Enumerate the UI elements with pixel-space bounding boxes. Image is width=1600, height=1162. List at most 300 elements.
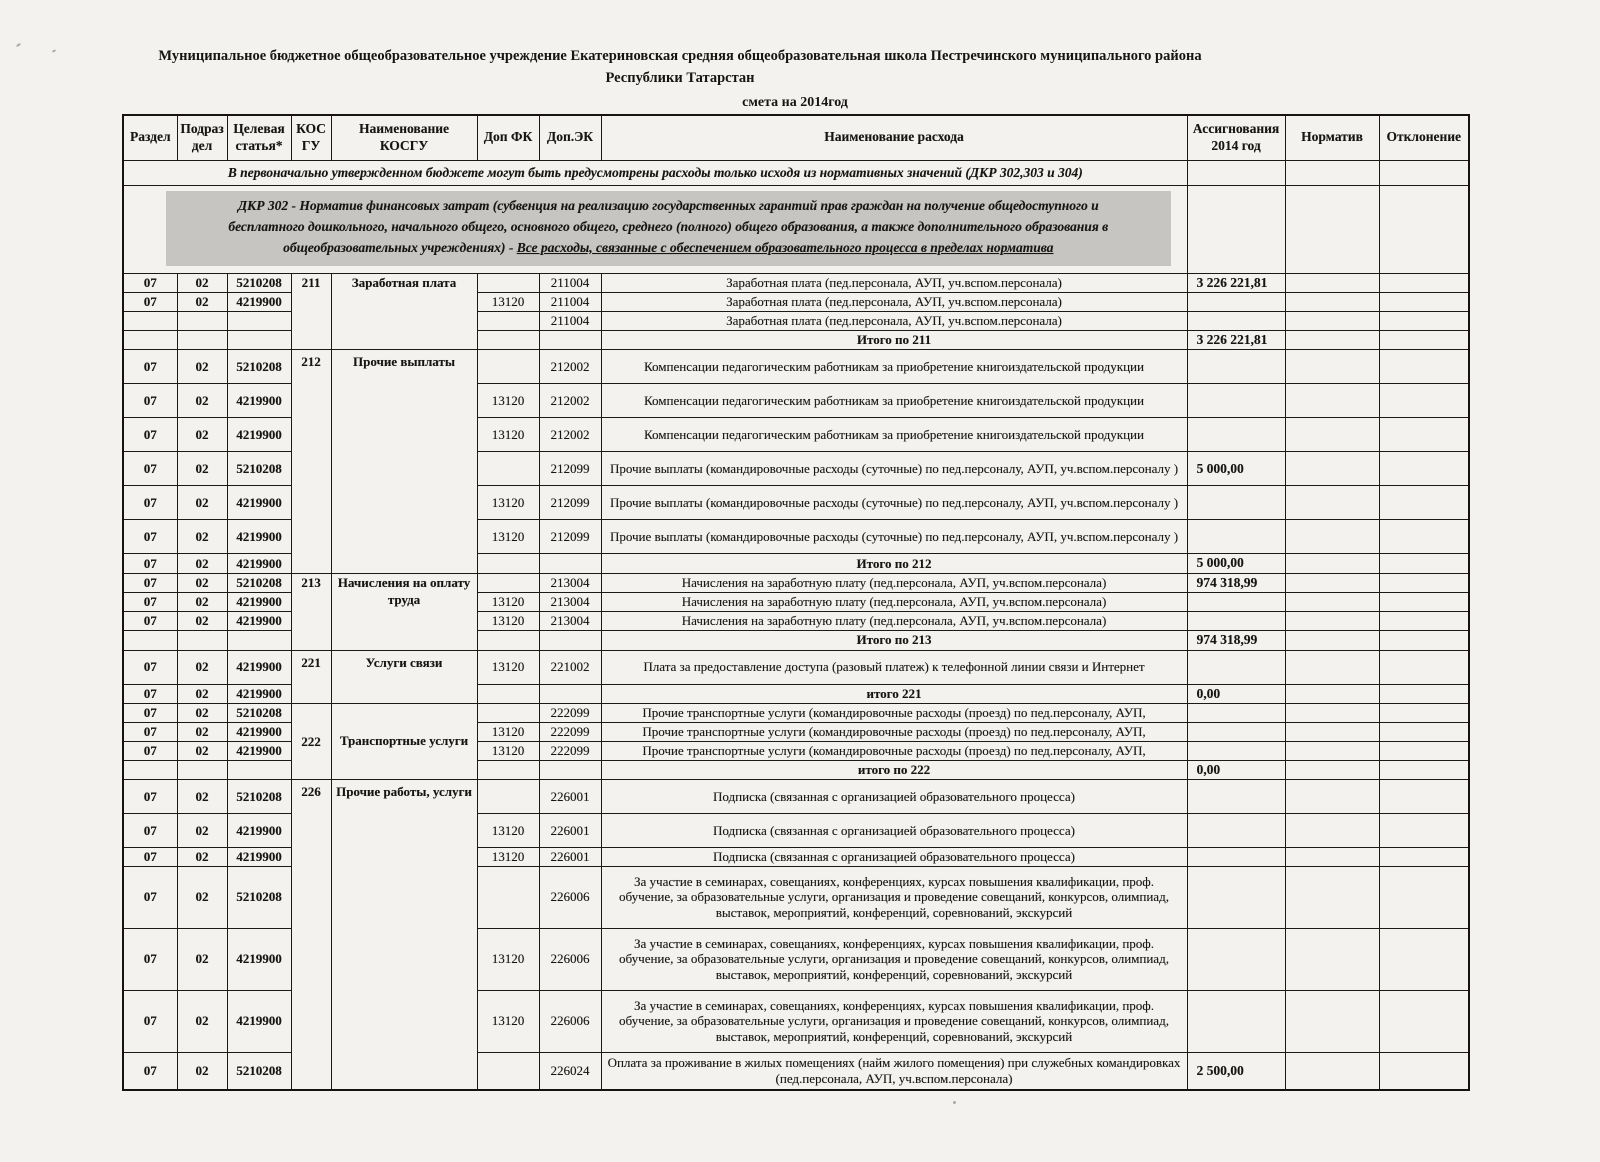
cell-normativ bbox=[1285, 814, 1379, 848]
cell-kosgu-code: 222 bbox=[291, 704, 331, 780]
cell-otklonenie bbox=[1379, 741, 1469, 760]
cell-dop-fk: 13120 bbox=[477, 520, 539, 554]
cell-dop-fk: 13120 bbox=[477, 418, 539, 452]
cell-otklonenie bbox=[1379, 554, 1469, 573]
cell-kosgu-name: Услуги связи bbox=[331, 650, 477, 703]
cell-dop-ek: 222099 bbox=[539, 704, 601, 723]
cell-razdel bbox=[123, 330, 177, 349]
cell-podrazdel: 02 bbox=[177, 452, 227, 486]
cell-otklonenie bbox=[1379, 760, 1469, 779]
cell-dop-ek: 211004 bbox=[539, 293, 601, 312]
cell-podrazdel: 02 bbox=[177, 866, 227, 928]
cell-razdel: 07 bbox=[123, 612, 177, 631]
cell-target-article: 4219900 bbox=[227, 684, 291, 703]
title-line-1: Муниципальное бюджетное общеобразовательное учреждение Екатериновская средняя общеобразовательная школа Пестречинского муниципального района bbox=[158, 48, 1202, 64]
cell-expense-name: Компенсации педагогическим работникам за приобретение книгоиздательской продукции bbox=[601, 384, 1187, 418]
cell-assignment bbox=[1187, 704, 1285, 723]
dkr-separator: - bbox=[505, 239, 517, 255]
cell-target-article: 4219900 bbox=[227, 990, 291, 1052]
cell-assignment: 2 500,00 bbox=[1187, 1052, 1285, 1089]
cell-expense-name: Подписка (связанная с организацией образовательного процесса) bbox=[601, 814, 1187, 848]
cell-podrazdel: 02 bbox=[177, 814, 227, 848]
cell-otklonenie bbox=[1379, 722, 1469, 741]
cell-assignment bbox=[1187, 593, 1285, 612]
cell-target-article: 4219900 bbox=[227, 650, 291, 684]
cell-assignment bbox=[1187, 780, 1285, 814]
cell-dop-ek: 212099 bbox=[539, 520, 601, 554]
cell-podrazdel bbox=[177, 330, 227, 349]
cell-kosgu-name: Транспортные услуги bbox=[331, 704, 477, 780]
cell-podrazdel: 02 bbox=[177, 520, 227, 554]
cell-dop-ek: 222099 bbox=[539, 741, 601, 760]
cell-kosgu-code: 211 bbox=[291, 273, 331, 350]
cell-dop-ek: 226006 bbox=[539, 990, 601, 1052]
cell-target-article: 4219900 bbox=[227, 293, 291, 312]
col-razdel: Раздел bbox=[123, 115, 177, 161]
cell-podrazdel: 02 bbox=[177, 384, 227, 418]
cell-expense-name: Начисления на заработную плату (пед.персонала, АУП, уч.вспом.персонала) bbox=[601, 573, 1187, 592]
cell-dop-fk bbox=[477, 760, 539, 779]
cell-podrazdel: 02 bbox=[177, 350, 227, 384]
cell-razdel: 07 bbox=[123, 350, 177, 384]
cell-dop-ek: 212099 bbox=[539, 452, 601, 486]
cell-otklonenie bbox=[1379, 704, 1469, 723]
cell-otklonenie bbox=[1379, 650, 1469, 684]
cell-dop-ek: 226001 bbox=[539, 780, 601, 814]
data-row bbox=[123, 573, 1469, 592]
cell-expense-name: Подписка (связанная с организацией образовательного процесса) bbox=[601, 780, 1187, 814]
col-expense-name: Наименование расхода bbox=[601, 115, 1187, 161]
cell-assignment bbox=[1187, 722, 1285, 741]
cell-expense-name: Начисления на заработную плату (пед.персонала, АУП, уч.вспом.персонала) bbox=[601, 612, 1187, 631]
cell-normativ bbox=[1285, 452, 1379, 486]
cell-dop-ek bbox=[539, 760, 601, 779]
dkr-text-underlined: Все расходы, связанные с обеспечением образовательного процесса в пределах норматива bbox=[516, 239, 1054, 255]
cell-razdel: 07 bbox=[123, 293, 177, 312]
cell-normativ bbox=[1285, 418, 1379, 452]
cell-podrazdel: 02 bbox=[177, 928, 227, 990]
cell-dop-fk: 13120 bbox=[477, 928, 539, 990]
cell-podrazdel: 02 bbox=[177, 612, 227, 631]
cell-expense-name: Подписка (связанная с организацией образовательного процесса) bbox=[601, 848, 1187, 867]
cell-razdel: 07 bbox=[123, 780, 177, 814]
note-row bbox=[123, 161, 1469, 186]
col-kosgu-name: Наименование КОСГУ bbox=[331, 115, 477, 161]
cell-podrazdel: 02 bbox=[177, 418, 227, 452]
cell-podrazdel: 02 bbox=[177, 704, 227, 723]
cell-normativ bbox=[1285, 486, 1379, 520]
cell-assignment: 3 226 221,81 bbox=[1187, 330, 1285, 349]
cell-expense-name: Прочие транспортные услуги (командировочные расходы (проезд) по пед.персоналу, АУП, bbox=[601, 741, 1187, 760]
cell-expense-name: За участие в семинарах, совещаниях, конференциях, курсах повышения квалификации, проф. обучение, за образовательные услуги, организация и проведение совещаний, конкурсов, олимпиад, выставок, мероприятий, конференций, соревнований, экскурсий bbox=[601, 866, 1187, 928]
col-kosgu: КОСГУ bbox=[291, 115, 331, 161]
cell-dop-fk: 13120 bbox=[477, 722, 539, 741]
cell-razdel: 07 bbox=[123, 866, 177, 928]
cell-normativ bbox=[1285, 384, 1379, 418]
cell-dop-ek: 226024 bbox=[539, 1052, 601, 1089]
cell-razdel: 07 bbox=[123, 273, 177, 292]
cell-dop-fk bbox=[477, 684, 539, 703]
cell-podrazdel: 02 bbox=[177, 554, 227, 573]
data-row bbox=[123, 350, 1469, 384]
cell-razdel: 07 bbox=[123, 684, 177, 703]
cell-normativ bbox=[1285, 186, 1379, 274]
cell-target-article: 4219900 bbox=[227, 848, 291, 867]
cell-target-article: 5210208 bbox=[227, 452, 291, 486]
cell-otklonenie bbox=[1379, 520, 1469, 554]
cell-dop-fk bbox=[477, 573, 539, 592]
cell-total-label: Итого по 212 bbox=[601, 554, 1187, 573]
cell-target-article: 5210208 bbox=[227, 273, 291, 292]
cell-target-article: 4219900 bbox=[227, 520, 291, 554]
cell-otklonenie bbox=[1379, 814, 1469, 848]
cell-razdel: 07 bbox=[123, 418, 177, 452]
dkr-text-main: ДКР 302 - Норматив финансовых затрат (субвенция на реализацию государственных гарантий прав граждан на получение общедоступного и бесплатного дошкольного, начального общего, основного общего, среднего (полного) общего образования, а также дополнительного образования в общеобразовательных учреждениях) bbox=[228, 198, 1109, 255]
cell-dop-ek: 213004 bbox=[539, 593, 601, 612]
cell-podrazdel: 02 bbox=[177, 573, 227, 592]
cell-otklonenie bbox=[1379, 593, 1469, 612]
cell-kosgu-name: Прочие работы, услуги bbox=[331, 780, 477, 1090]
cell-assignment bbox=[1187, 384, 1285, 418]
cell-podrazdel bbox=[177, 312, 227, 331]
cell-dop-fk bbox=[477, 780, 539, 814]
cell-dop-ek: 213004 bbox=[539, 573, 601, 592]
cell-kosgu-code: 226 bbox=[291, 780, 331, 1090]
cell-otklonenie bbox=[1379, 780, 1469, 814]
cell-dop-ek: 226006 bbox=[539, 928, 601, 990]
cell-razdel: 07 bbox=[123, 814, 177, 848]
cell-razdel: 07 bbox=[123, 520, 177, 554]
cell-target-article: 4219900 bbox=[227, 554, 291, 573]
cell-normativ bbox=[1285, 593, 1379, 612]
cell-razdel: 07 bbox=[123, 722, 177, 741]
cell-assignment bbox=[1187, 848, 1285, 867]
cell-podrazdel: 02 bbox=[177, 780, 227, 814]
cell-target-article: 4219900 bbox=[227, 928, 291, 990]
header-row bbox=[123, 115, 1469, 161]
data-row bbox=[123, 704, 1469, 723]
cell-kosgu-code: 213 bbox=[291, 573, 331, 650]
cell-expense-name: Оплата за проживание в жилых помещениях (найм жилого помещения) при служебных командировках (пед.персонала, АУП, уч.вспом.персонала) bbox=[601, 1052, 1187, 1089]
cell-dop-ek: 222099 bbox=[539, 722, 601, 741]
cell-target-article bbox=[227, 312, 291, 331]
cell-target-article: 5210208 bbox=[227, 573, 291, 592]
cell-expense-name: Компенсации педагогическим работникам за приобретение книгоиздательской продукции bbox=[601, 350, 1187, 384]
cell-razdel: 07 bbox=[123, 384, 177, 418]
data-row bbox=[123, 273, 1469, 292]
cell-target-article: 4219900 bbox=[227, 741, 291, 760]
cell-assignment: 3 226 221,81 bbox=[1187, 273, 1285, 292]
cell-assignment bbox=[1187, 486, 1285, 520]
cell-total-label: Итого по 211 bbox=[601, 330, 1187, 349]
data-row bbox=[123, 780, 1469, 814]
cell-target-article: 5210208 bbox=[227, 350, 291, 384]
cell-razdel: 07 bbox=[123, 704, 177, 723]
cell-dop-fk bbox=[477, 312, 539, 331]
cell-dop-ek: 226001 bbox=[539, 814, 601, 848]
col-normativ: Норматив bbox=[1285, 115, 1379, 161]
cell-razdel bbox=[123, 312, 177, 331]
cell-assignment: 974 318,99 bbox=[1187, 631, 1285, 650]
cell-podrazdel: 02 bbox=[177, 1052, 227, 1089]
cell-normativ bbox=[1285, 573, 1379, 592]
cell-dop-fk: 13120 bbox=[477, 486, 539, 520]
cell-dop-fk bbox=[477, 350, 539, 384]
cell-razdel: 07 bbox=[123, 452, 177, 486]
cell-target-article: 4219900 bbox=[227, 593, 291, 612]
cell-razdel bbox=[123, 631, 177, 650]
cell-otklonenie bbox=[1379, 293, 1469, 312]
cell-assignment bbox=[1187, 990, 1285, 1052]
cell-normativ bbox=[1285, 848, 1379, 867]
cell-otklonenie bbox=[1379, 384, 1469, 418]
cell-dop-ek: 211004 bbox=[539, 312, 601, 331]
cell-dop-ek bbox=[539, 330, 601, 349]
cell-otklonenie bbox=[1379, 573, 1469, 592]
cell-normativ bbox=[1285, 741, 1379, 760]
cell-normativ bbox=[1285, 612, 1379, 631]
cell-expense-name: За участие в семинарах, совещаниях, конференциях, курсах повышения квалификации, проф. обучение, за образовательные услуги, организация и проведение совещаний, конкурсов, олимпиад, выставок, мероприятий, конференций, соревнований, экскурсий bbox=[601, 928, 1187, 990]
cell-razdel: 07 bbox=[123, 848, 177, 867]
cell-expense-name: Заработная плата (пед.персонала, АУП, уч.вспом.персонала) bbox=[601, 273, 1187, 292]
cell-podrazdel: 02 bbox=[177, 486, 227, 520]
cell-dop-fk: 13120 bbox=[477, 650, 539, 684]
cell-target-article: 5210208 bbox=[227, 704, 291, 723]
cell-total-label: итого по 222 bbox=[601, 760, 1187, 779]
cell-otklonenie bbox=[1379, 186, 1469, 274]
col-dop-fk: Доп ФК bbox=[477, 115, 539, 161]
cell-normativ bbox=[1285, 161, 1379, 186]
cell-otklonenie bbox=[1379, 330, 1469, 349]
document-title bbox=[0, 0, 1360, 90]
cell-assignment bbox=[1187, 312, 1285, 331]
cell-dop-fk: 13120 bbox=[477, 814, 539, 848]
cell-razdel: 07 bbox=[123, 1052, 177, 1089]
cell-podrazdel: 02 bbox=[177, 684, 227, 703]
cell-normativ bbox=[1285, 722, 1379, 741]
cell-expense-name: Заработная плата (пед.персонала, АУП, уч.вспом.персонала) bbox=[601, 312, 1187, 331]
cell-dop-fk bbox=[477, 631, 539, 650]
cell-otklonenie bbox=[1379, 452, 1469, 486]
cell-razdel: 07 bbox=[123, 928, 177, 990]
cell-dop-fk: 13120 bbox=[477, 990, 539, 1052]
cell-dop-fk bbox=[477, 452, 539, 486]
cell-razdel: 07 bbox=[123, 990, 177, 1052]
cell-normativ bbox=[1285, 650, 1379, 684]
dkr-cell bbox=[123, 186, 1187, 274]
cell-kosgu-code: 212 bbox=[291, 350, 331, 573]
cell-normativ bbox=[1285, 312, 1379, 331]
cell-dop-ek bbox=[539, 684, 601, 703]
cell-normativ bbox=[1285, 520, 1379, 554]
cell-assignment bbox=[1187, 866, 1285, 928]
cell-expense-name: Прочие выплаты (командировочные расходы (суточные) по пед.персоналу, АУП, уч.вспом.персоналу ) bbox=[601, 452, 1187, 486]
cell-expense-name: Прочие транспортные услуги (командировочные расходы (проезд) по пед.персоналу, АУП, bbox=[601, 722, 1187, 741]
cell-assignment: 0,00 bbox=[1187, 760, 1285, 779]
cell-otklonenie bbox=[1379, 161, 1469, 186]
col-assignments: Ассигнования 2014 год bbox=[1187, 115, 1285, 161]
cell-dop-ek bbox=[539, 631, 601, 650]
cell-podrazdel: 02 bbox=[177, 593, 227, 612]
cell-target-article: 5210208 bbox=[227, 780, 291, 814]
cell-target-article: 4219900 bbox=[227, 814, 291, 848]
cell-normativ bbox=[1285, 631, 1379, 650]
col-otklonenie: Отклонение bbox=[1379, 115, 1469, 161]
cell-podrazdel: 02 bbox=[177, 741, 227, 760]
cell-dop-fk bbox=[477, 1052, 539, 1089]
cell-expense-name: За участие в семинарах, совещаниях, конференциях, курсах повышения квалификации, проф. обучение, за образовательные услуги, организация и проведение совещаний, конкурсов, олимпиад, выставок, мероприятий, конференций, соревнований, экскурсий bbox=[601, 990, 1187, 1052]
cell-dop-fk bbox=[477, 866, 539, 928]
data-row bbox=[123, 650, 1469, 684]
cell-assignment bbox=[1187, 612, 1285, 631]
table-header bbox=[123, 115, 1469, 161]
cell-normativ bbox=[1285, 1052, 1379, 1089]
cell-dop-ek: 226006 bbox=[539, 866, 601, 928]
cell-target-article: 4219900 bbox=[227, 486, 291, 520]
cell-podrazdel: 02 bbox=[177, 990, 227, 1052]
title-line-2: Республики Татарстан bbox=[605, 69, 755, 86]
cell-razdel: 07 bbox=[123, 741, 177, 760]
cell-otklonenie bbox=[1379, 848, 1469, 867]
cell-otklonenie bbox=[1379, 928, 1469, 990]
cell-total-label: Итого по 213 bbox=[601, 631, 1187, 650]
cell-normativ bbox=[1285, 704, 1379, 723]
cell-dop-fk: 13120 bbox=[477, 384, 539, 418]
cell-normativ bbox=[1285, 928, 1379, 990]
cell-normativ bbox=[1285, 554, 1379, 573]
cell-dop-ek: 211004 bbox=[539, 273, 601, 292]
cell-dop-fk bbox=[477, 554, 539, 573]
cell-dop-ek: 212099 bbox=[539, 486, 601, 520]
cell-otklonenie bbox=[1379, 273, 1469, 292]
cell-expense-name: Плата за предоставление доступа (разовый платеж) к телефонной линии связи и Интернет bbox=[601, 650, 1187, 684]
cell-podrazdel bbox=[177, 760, 227, 779]
cell-normativ bbox=[1285, 780, 1379, 814]
cell-normativ bbox=[1285, 760, 1379, 779]
cell-razdel bbox=[123, 760, 177, 779]
cell-target-article: 4219900 bbox=[227, 384, 291, 418]
col-dop-ek: Доп.ЭК bbox=[539, 115, 601, 161]
cell-assignment: 0,00 bbox=[1187, 684, 1285, 703]
cell-otklonenie bbox=[1379, 631, 1469, 650]
cell-otklonenie bbox=[1379, 312, 1469, 331]
cell-dop-ek: 226001 bbox=[539, 848, 601, 867]
cell-expense-name: Прочие транспортные услуги (командировочные расходы (проезд) по пед.персоналу, АУП, bbox=[601, 704, 1187, 723]
cell-normativ bbox=[1285, 273, 1379, 292]
cell-otklonenie bbox=[1379, 486, 1469, 520]
cell-assignment bbox=[1187, 161, 1285, 186]
cell-kosgu-name: Прочие выплаты bbox=[331, 350, 477, 573]
cell-podrazdel: 02 bbox=[177, 848, 227, 867]
cell-dop-fk bbox=[477, 273, 539, 292]
cell-razdel: 07 bbox=[123, 486, 177, 520]
cell-normativ bbox=[1285, 293, 1379, 312]
cell-otklonenie bbox=[1379, 612, 1469, 631]
cell-dop-ek: 213004 bbox=[539, 612, 601, 631]
cell-normativ bbox=[1285, 866, 1379, 928]
cell-kosgu-code: 221 bbox=[291, 650, 331, 703]
cell-assignment bbox=[1187, 928, 1285, 990]
cell-target-article bbox=[227, 631, 291, 650]
cell-dop-ek: 221002 bbox=[539, 650, 601, 684]
estimate-title: смета на 2014год bbox=[742, 94, 848, 110]
cell-podrazdel: 02 bbox=[177, 722, 227, 741]
cell-target-article: 4219900 bbox=[227, 418, 291, 452]
cell-dop-ek: 212002 bbox=[539, 350, 601, 384]
cell-target-article bbox=[227, 760, 291, 779]
cell-podrazdel: 02 bbox=[177, 293, 227, 312]
table-body bbox=[123, 273, 1469, 1089]
dkr-row bbox=[123, 186, 1469, 274]
cell-target-article bbox=[227, 330, 291, 349]
cell-dop-fk: 13120 bbox=[477, 612, 539, 631]
cell-razdel: 07 bbox=[123, 650, 177, 684]
cell-target-article: 5210208 bbox=[227, 866, 291, 928]
cell-assignment bbox=[1187, 418, 1285, 452]
cell-assignment bbox=[1187, 186, 1285, 274]
cell-normativ bbox=[1285, 684, 1379, 703]
cell-dop-ek bbox=[539, 554, 601, 573]
cell-total-label: итого 221 bbox=[601, 684, 1187, 703]
cell-podrazdel: 02 bbox=[177, 273, 227, 292]
cell-expense-name: Заработная плата (пед.персонала, АУП, уч.вспом.персонала) bbox=[601, 293, 1187, 312]
dkr-302-note bbox=[166, 191, 1171, 266]
cell-assignment bbox=[1187, 350, 1285, 384]
cell-assignment bbox=[1187, 741, 1285, 760]
cell-otklonenie bbox=[1379, 990, 1469, 1052]
budget-table bbox=[122, 114, 1470, 1091]
cell-normativ bbox=[1285, 350, 1379, 384]
scan-artifact bbox=[953, 1101, 956, 1104]
cell-otklonenie bbox=[1379, 418, 1469, 452]
cell-target-article: 5210208 bbox=[227, 1052, 291, 1089]
cell-dop-fk bbox=[477, 704, 539, 723]
cell-dop-fk: 13120 bbox=[477, 293, 539, 312]
cell-assignment bbox=[1187, 293, 1285, 312]
cell-podrazdel: 02 bbox=[177, 650, 227, 684]
cell-otklonenie bbox=[1379, 866, 1469, 928]
cell-otklonenie bbox=[1379, 350, 1469, 384]
cell-expense-name: Компенсации педагогическим работникам за приобретение книгоиздательской продукции bbox=[601, 418, 1187, 452]
cell-normativ bbox=[1285, 330, 1379, 349]
cell-kosgu-name: Начисления на оплату труда bbox=[331, 573, 477, 650]
cell-assignment bbox=[1187, 814, 1285, 848]
cell-podrazdel bbox=[177, 631, 227, 650]
cell-dop-fk: 13120 bbox=[477, 593, 539, 612]
cell-razdel: 07 bbox=[123, 554, 177, 573]
col-target-article: Целевая статья* bbox=[227, 115, 291, 161]
cell-expense-name: Прочие выплаты (командировочные расходы (суточные) по пед.персоналу, АУП, уч.вспом.персоналу ) bbox=[601, 520, 1187, 554]
cell-assignment bbox=[1187, 650, 1285, 684]
cell-dop-ek: 212002 bbox=[539, 418, 601, 452]
cell-dop-fk: 13120 bbox=[477, 848, 539, 867]
cell-razdel: 07 bbox=[123, 573, 177, 592]
cell-expense-name: Прочие выплаты (командировочные расходы (суточные) по пед.персоналу, АУП, уч.вспом.персоналу ) bbox=[601, 486, 1187, 520]
cell-otklonenie bbox=[1379, 1052, 1469, 1089]
cell-assignment: 5 000,00 bbox=[1187, 554, 1285, 573]
col-podrazdel: Подраздел bbox=[177, 115, 227, 161]
cell-assignment: 5 000,00 bbox=[1187, 452, 1285, 486]
cell-normativ bbox=[1285, 990, 1379, 1052]
cell-target-article: 4219900 bbox=[227, 612, 291, 631]
cell-razdel: 07 bbox=[123, 593, 177, 612]
cell-assignment: 974 318,99 bbox=[1187, 573, 1285, 592]
cell-dop-fk: 13120 bbox=[477, 741, 539, 760]
cell-target-article: 4219900 bbox=[227, 722, 291, 741]
budget-note-text: В первоначально утвержденном бюджете могут быть предусмотрены расходы только исходя из нормативных значений (ДКР 302,303 и 304) bbox=[123, 161, 1187, 186]
cell-dop-fk bbox=[477, 330, 539, 349]
cell-kosgu-name: Заработная плата bbox=[331, 273, 477, 350]
